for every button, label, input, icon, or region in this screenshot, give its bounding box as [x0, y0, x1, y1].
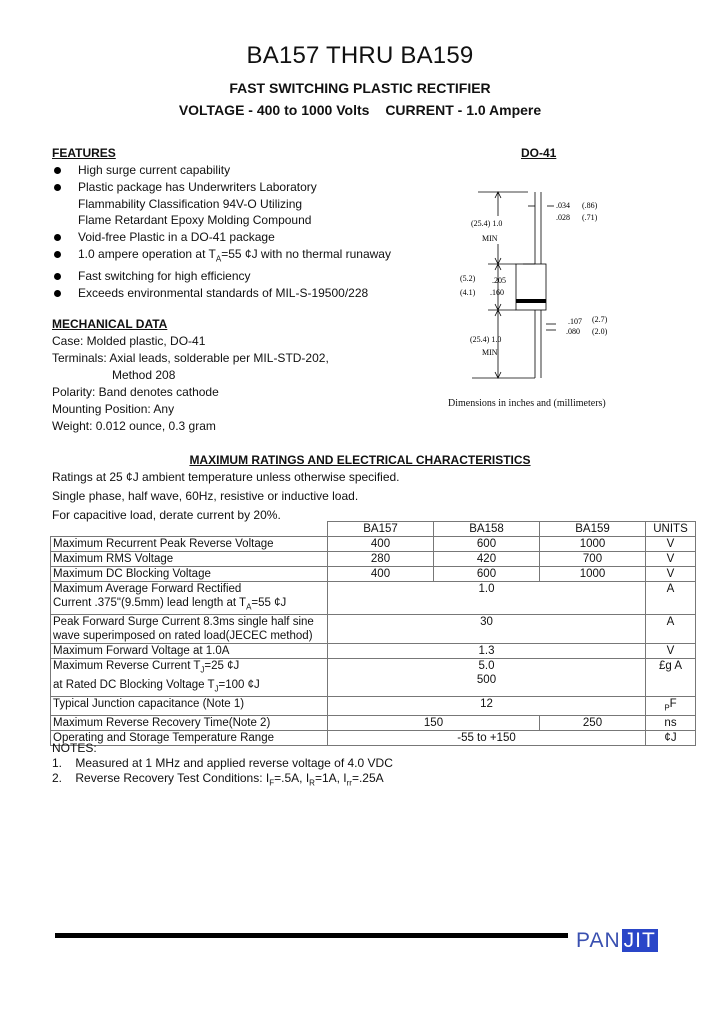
table-row: Maximum RMS Voltage 280 420 700 V: [51, 552, 696, 567]
note-item: 1. Measured at 1 MHz and applied reverse voltage of 4.0 VDC: [52, 756, 393, 770]
svg-text:(4.1): (4.1): [460, 288, 476, 297]
svg-text:(25.4) 1.0: (25.4) 1.0: [471, 219, 503, 228]
weight-line: Weight: 0.012 ounce, 0.3 gram: [52, 419, 216, 433]
case-line: Case: Molded plastic, DO-41: [52, 334, 206, 348]
svg-text:.107: .107: [568, 317, 582, 326]
terminals-line: Terminals: Axial leads, solderable per MIL-STD-202,: [52, 351, 329, 365]
ratings-line: For capacitive load, derate current by 20%.: [52, 508, 281, 522]
svg-text:.160: .160: [490, 288, 504, 297]
table-row: Maximum DC Blocking Voltage 400 600 1000 V: [51, 567, 696, 582]
bullet-icon: [54, 234, 61, 241]
package-label: DO-41: [521, 146, 557, 160]
notes-section: [52, 741, 393, 790]
column-header: BA157: [328, 522, 434, 537]
do41-package-diagram: [448, 164, 648, 394]
features-heading: FEATURES: [52, 146, 116, 160]
ratings-heading: MAXIMUM RATINGS AND ELECTRICAL CHARACTERISTICS: [189, 453, 531, 467]
bullet-icon: [54, 273, 61, 280]
svg-text:.028: .028: [556, 213, 570, 222]
feature-item: Fast switching for high efficiency: [52, 268, 422, 285]
ratings-line: Ratings at 25 ¢J ambient temperature unless otherwise specified.: [52, 470, 400, 484]
ratings-table: [50, 521, 696, 746]
svg-text:MIN: MIN: [482, 234, 498, 243]
voltage-rating: VOLTAGE - 400 to 1000 Volts: [178, 102, 370, 118]
notes-heading: NOTES:: [52, 741, 97, 755]
mounting-line: Mounting Position: Any: [52, 402, 175, 416]
feature-item: High surge current capability: [52, 162, 422, 179]
svg-text:.205: .205: [492, 276, 506, 285]
voltage-current-line: [0, 102, 720, 118]
footer-rule: [55, 933, 568, 938]
mechanical-heading: MECHANICAL DATA: [52, 317, 168, 331]
feature-item: Plastic package has Underwriters Laboratory: [52, 179, 422, 196]
cathode-band: [516, 299, 546, 303]
table-row: Operating and Storage Temperature Range -55 to +150 ¢J: [51, 731, 696, 746]
svg-text:.034: .034: [556, 201, 570, 210]
table-row: Maximum Reverse Current $T_J=25$ ¢J at Rated DC Blocking Voltage $T_J=100$ ¢J 5.0 500 £g A: [51, 659, 696, 697]
current-rating: CURRENT - 1.0 Ampere: [385, 102, 542, 118]
note-item: 2. Reverse Recovery Test Conditions: $I_F=.5A$, $I_R=1A$, $I_{rr}=.25A$: [52, 771, 384, 788]
svg-text:(25.4) 1.0: (25.4) 1.0: [470, 335, 502, 344]
bullet-icon: [54, 290, 61, 297]
feature-item: 1.0 ampere operation at $T_A=55$ ¢J with no thermal runaway: [52, 246, 422, 268]
method-line: Method 208: [112, 368, 176, 382]
dimensions-note: Dimensions in inches and (millimeters): [448, 398, 606, 409]
table-row: Maximum Reverse Recovery Time(Note 2) 150 250 ns: [51, 716, 696, 731]
feature-item: Exceeds environmental standards of MIL-S-19500/228: [52, 285, 422, 302]
table-header-row: [51, 522, 696, 537]
table-row: Maximum Forward Voltage at 1.0A 1.3 V: [51, 644, 696, 659]
svg-text:(.71): (.71): [582, 213, 598, 222]
bullet-icon: [54, 251, 61, 258]
svg-text:(2.0): (2.0): [592, 327, 608, 336]
mechanical-data: [52, 333, 412, 435]
svg-text:(5.2): (5.2): [460, 274, 476, 283]
svg-text:MIN: MIN: [482, 348, 498, 357]
svg-text:.080: .080: [566, 327, 580, 336]
document-title: BA157 THRU BA159: [246, 42, 474, 69]
feature-item-continuation: Flame Retardant Epoxy Molding Compound: [78, 213, 312, 228]
svg-text:(.86): (.86): [582, 201, 598, 210]
feature-item-continuation: Flammability Classification 94V-O Utilizing: [78, 196, 303, 211]
polarity-line: Polarity: Band denotes cathode: [52, 385, 219, 399]
column-header: UNITS: [646, 522, 696, 537]
features-list: [52, 162, 422, 302]
bullet-icon: [54, 184, 61, 191]
table-row: Typical Junction capacitance (Note 1) 12 $_P$F: [51, 696, 696, 715]
column-header: BA158: [434, 522, 540, 537]
ratings-line: Single phase, half wave, 60Hz, resistive or inductive load.: [52, 489, 359, 503]
feature-item: Void-free Plastic in a DO-41 package: [52, 229, 422, 246]
table-row: Peak Forward Surge Current 8.3ms single half sine wave superimposed on rated load(JECEC method) 30 A: [51, 615, 696, 644]
table-row: Maximum Recurrent Peak Reverse Voltage 400 600 1000 V: [51, 537, 696, 552]
column-header: BA159: [540, 522, 646, 537]
table-row: Maximum Average Forward Rectified Current .375"(9.5mm) lead length at $T_A=55$ ¢J 1.0 A: [51, 582, 696, 615]
product-subtitle: FAST SWITCHING PLASTIC RECTIFIER: [229, 80, 491, 96]
panjit-logo: PAN JIT: [576, 929, 656, 952]
bullet-icon: [54, 167, 61, 174]
svg-text:(2.7): (2.7): [592, 315, 608, 324]
